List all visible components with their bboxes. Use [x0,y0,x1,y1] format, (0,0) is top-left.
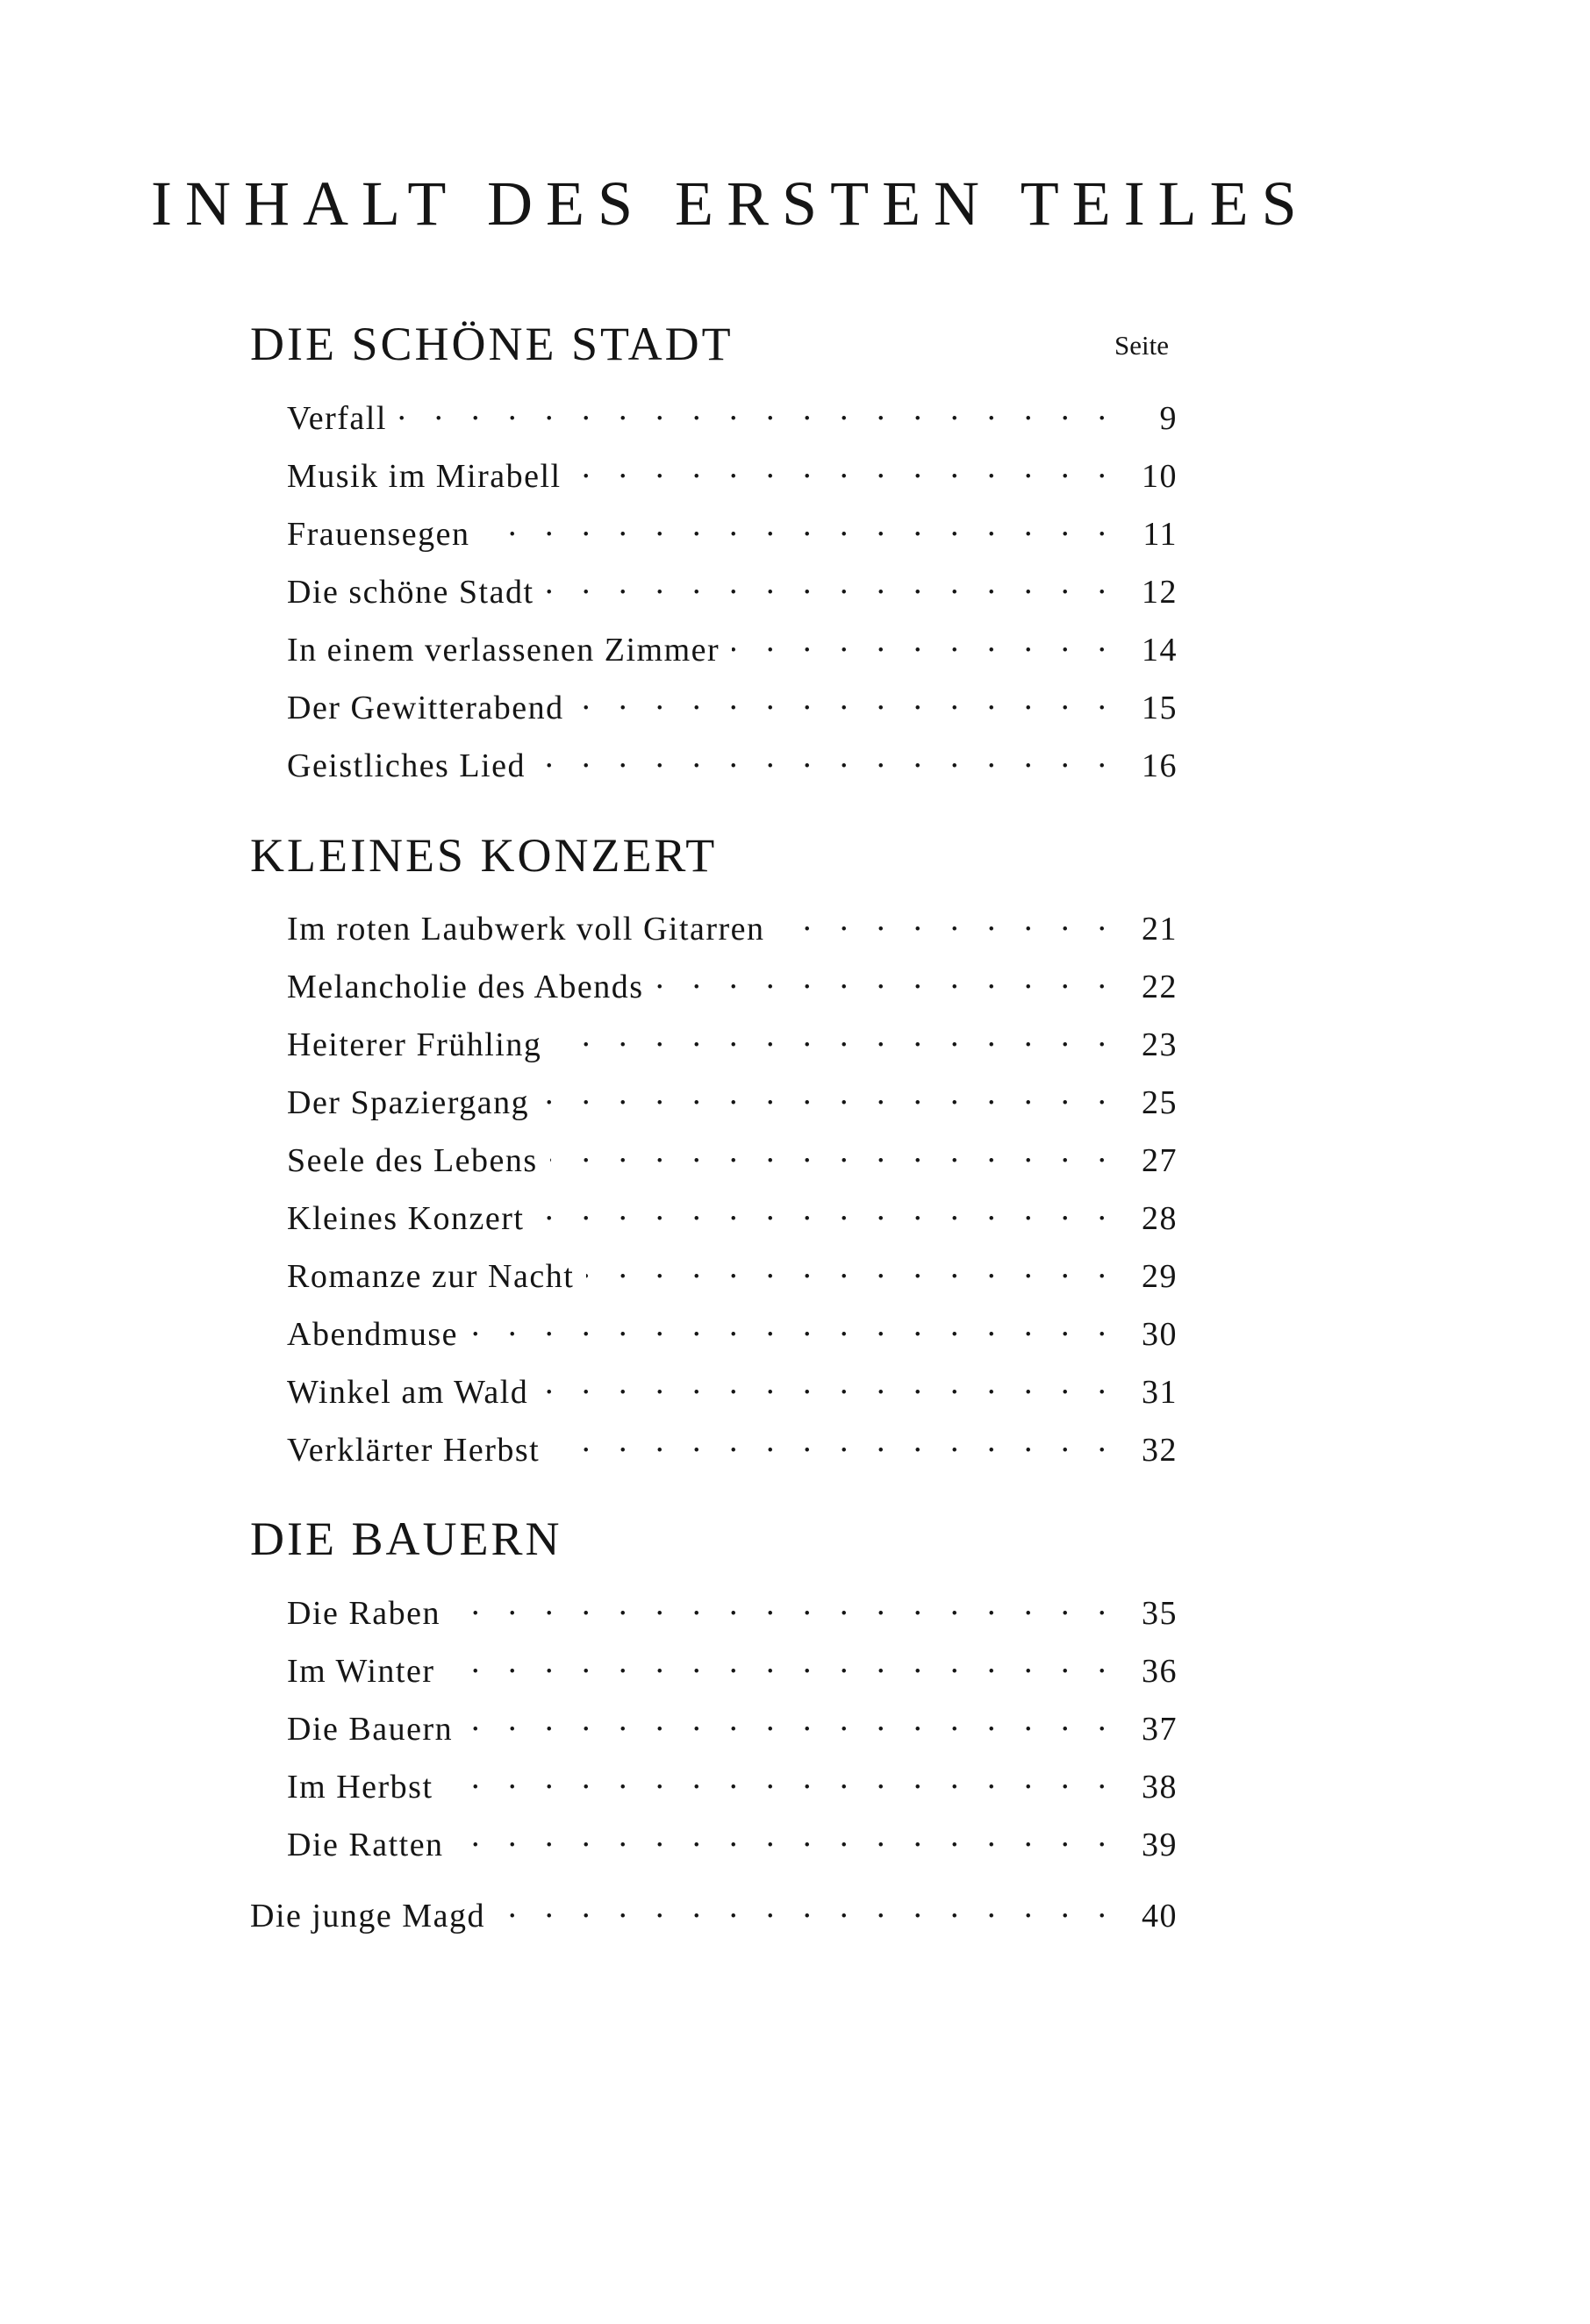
entry-title: Verfall [287,400,387,437]
entry-title: Der Gewitterabend [287,690,564,726]
entry-title: Seele des Lebens [287,1142,538,1179]
entry-page-number: 22 [1142,969,1178,1005]
entry-page-number: 27 [1142,1142,1178,1179]
entry-title: In einem verlassenen Zimmer [287,632,720,669]
entry-title: Die Ratten [287,1827,444,1863]
entry-title: Im Winter [287,1653,435,1690]
toc-entry[interactable] [287,504,1178,553]
entry-page-number: 30 [1142,1316,1178,1353]
dot-leader [577,678,1116,719]
entry-page-number: 23 [1142,1026,1178,1063]
entry-title: Die Bauern [287,1711,454,1748]
entry-title: Frauensegen [287,516,470,553]
toc-entry[interactable] [287,1757,1178,1806]
entry-page-number: 37 [1142,1711,1178,1748]
section-heading-die-schoene-stadt: DIE SCHÖNE STADT [250,318,734,370]
entry-title: Musik im Mirabell [287,458,562,495]
dot-leader [465,1699,1116,1740]
section-heading-kleines-konzert: KLEINES KONZERT [250,829,718,882]
toc-entry[interactable] [287,1189,1178,1237]
entry-page-number: 28 [1142,1200,1178,1237]
toc-entry[interactable] [287,447,1178,495]
entry-page-number: 21 [1142,911,1178,947]
dot-leader [541,1362,1116,1403]
entry-page-number: 15 [1142,690,1178,726]
dot-leader [399,389,1116,429]
dot-leader [538,736,1116,776]
toc-entry[interactable] [287,1584,1178,1632]
entry-page-number: 39 [1142,1827,1178,1863]
entry-page-number: 10 [1142,458,1178,495]
dot-leader [470,1305,1116,1345]
entry-title: Im roten Laubwerk voll Gitarren [287,911,765,947]
entry-title: Verklärter Herbst [287,1432,541,1469]
entry-page-number: 12 [1142,574,1178,611]
toc-entry[interactable] [287,1131,1178,1179]
entry-page-number: 40 [1142,1898,1178,1934]
entry-title: Romanze zur Nacht [287,1258,575,1295]
toc-entry[interactable] [287,1362,1178,1411]
toc-entry[interactable] [287,1015,1178,1063]
page-column-label: Seite [1114,330,1169,361]
toc-entry[interactable] [287,678,1178,726]
dot-leader [586,1247,1116,1287]
dot-leader [547,562,1116,603]
dot-leader [550,1131,1116,1171]
dot-leader [483,504,1116,545]
entry-title: Abendmuse [287,1316,459,1353]
entry-title: Winkel am Wald [287,1374,529,1411]
toc-entry[interactable] [287,1247,1178,1295]
entry-page-number: 9 [1159,400,1178,437]
entry-page-number: 25 [1142,1084,1178,1121]
entry-title: Geistliches Lied [287,747,526,784]
toc-entry[interactable] [287,1699,1178,1748]
dot-leader [574,447,1116,487]
page-title: INHALT DES ERSTEN TEILES [151,168,1310,239]
toc-entry[interactable] [287,620,1178,669]
toc-entry[interactable] [287,1305,1178,1353]
toc-entry[interactable] [287,1641,1178,1690]
dot-leader [554,1015,1116,1055]
dot-leader [536,1189,1116,1229]
entry-title: Kleines Konzert [287,1200,525,1237]
dot-leader [777,899,1116,940]
entry-page-number: 38 [1142,1769,1178,1806]
entry-title: Heiterer Frühling [287,1026,542,1063]
dot-leader [498,1886,1116,1927]
entry-title: Melancholie des Abends [287,969,644,1005]
entry-page-number: 16 [1142,747,1178,784]
toc-entry[interactable] [287,389,1178,437]
entry-title: Im Herbst [287,1769,433,1806]
entry-page-number: 35 [1142,1595,1178,1632]
dot-leader [448,1641,1116,1682]
entry-page-number: 36 [1142,1653,1178,1690]
toc-entry-top-level[interactable] [250,1886,1178,1934]
section-heading-die-bauern: DIE BAUERN [250,1512,562,1565]
toc-entry[interactable] [287,899,1178,947]
dot-leader [541,1073,1116,1113]
entry-title: Der Spaziergang [287,1084,530,1121]
entry-page-number: 32 [1142,1432,1178,1469]
toc-entry[interactable] [287,736,1178,784]
toc-entry[interactable] [287,1073,1178,1121]
dot-leader [453,1584,1116,1624]
entry-page-number: 11 [1142,516,1178,553]
dot-leader [656,957,1116,998]
entry-page-number: 29 [1142,1258,1178,1295]
entry-title: Die schöne Stadt [287,574,534,611]
entry-title: Die junge Magd [250,1898,485,1934]
toc-entry[interactable] [287,562,1178,611]
entry-title: Die Raben [287,1595,440,1632]
toc-entry[interactable] [287,957,1178,1005]
toc-entry[interactable] [287,1420,1178,1469]
toc-entry[interactable] [287,1815,1178,1863]
entry-page-number: 31 [1142,1374,1178,1411]
dot-leader [446,1757,1116,1798]
entry-page-number: 14 [1142,632,1178,669]
dot-leader [456,1815,1116,1856]
dot-leader [552,1420,1116,1461]
dot-leader [732,620,1116,661]
